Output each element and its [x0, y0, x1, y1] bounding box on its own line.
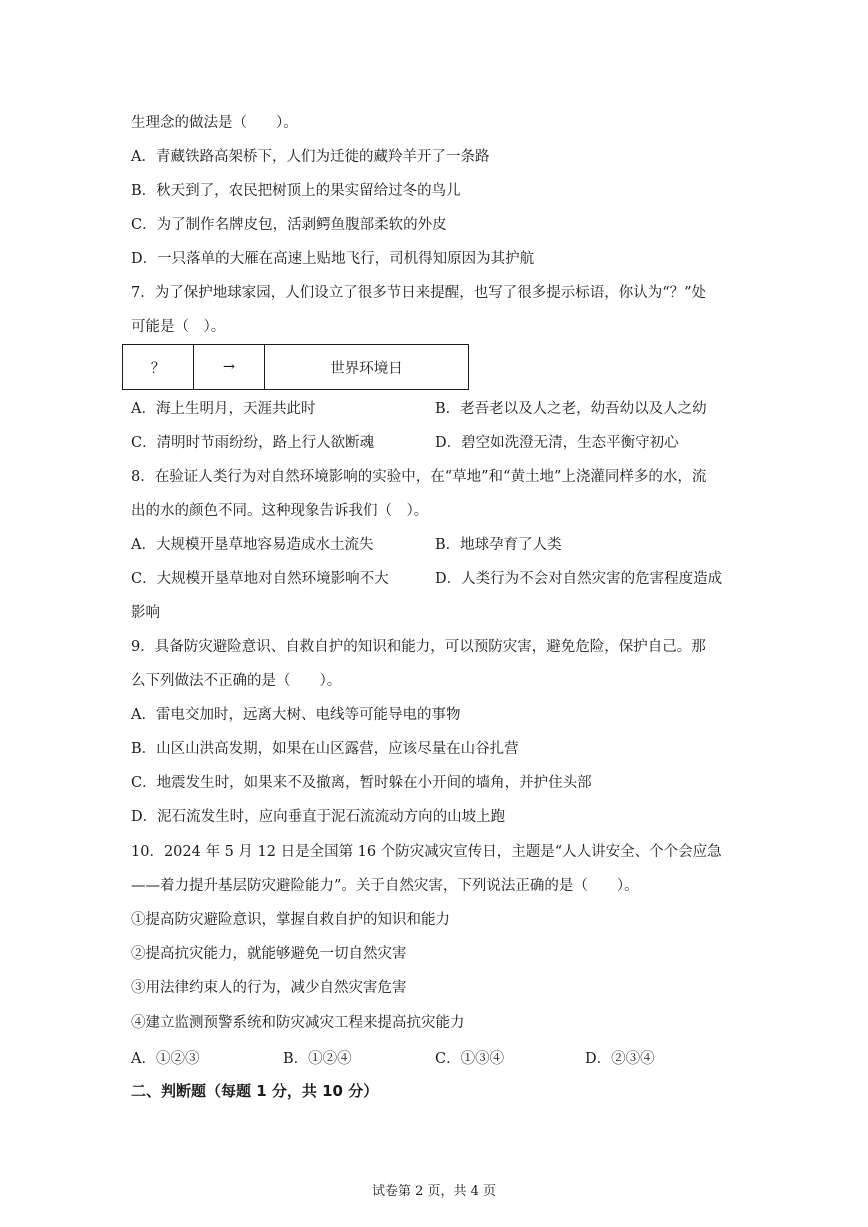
q9-option-b: B．山区山洪高发期，如果在山区露营，应该尽量在山谷扎营 — [131, 741, 519, 757]
q8-option-d-wrap: 影响 — [131, 605, 160, 621]
q8-option-c: C．大规模开垦草地对自然环境影响不大 — [131, 571, 389, 587]
q7-flow-table — [122, 344, 469, 390]
q10-choice-d: D．②③④ — [585, 1051, 655, 1067]
q8-stem-line1: 8．在验证人类行为对自然环境影响的实验中，在“草地”和“黄土地”上浇灌同样多的水，流 — [131, 469, 707, 485]
q6-option-c: C．为了制作名牌皮包，活剥鳄鱼腹部柔软的外皮 — [131, 217, 447, 233]
q6-stem-tail: 生理念的做法是（ ）。 — [131, 115, 298, 131]
q9-option-a: A．雷电交加时，远离大树、电线等可能导电的事物 — [131, 707, 461, 723]
q7-option-d: D．碧空如洗澄无清，生态平衡守初心 — [435, 435, 679, 451]
q7-stem-line1: 7．为了保护地球家园，人们设立了很多节日来提醒，也写了很多提示标语，你认为“？”处 — [131, 285, 707, 301]
q6-option-a: A．青藏铁路高架桥下，人们为迁徙的藏羚羊开了一条路 — [131, 149, 490, 165]
q9-option-c: C．地震发生时，如果来不及撤离，暂时躲在小开间的墙角，并护住头部 — [131, 775, 592, 791]
q10-choice-c: C．①③④ — [435, 1051, 505, 1067]
q6-option-d: D．一只落单的大雁在高速上贴地飞行，司机得知原因为其护航 — [131, 251, 535, 267]
q10-statement-1: ①提高防灾避险意识，掌握自救自护的知识和能力 — [131, 912, 450, 928]
q10-choice-b: B．①②④ — [283, 1051, 352, 1067]
q7-table-cell-answer: 世界环境日 — [265, 345, 469, 390]
q10-stem-line2: ——着力提升基层防灾避险能力”。关于自然灾害，下列说法正确的是（ ）。 — [131, 878, 639, 894]
q8-option-a: A．大规模开垦草地容易造成水土流失 — [131, 537, 374, 553]
q10-statement-3: ③用法律约束人的行为，减少自然灾害危害 — [131, 980, 407, 996]
q8-stem-line2: 出的水的颜色不同。这种现象告诉我们（ ）。 — [131, 503, 429, 519]
q7-option-c: C．清明时节雨纷纷，路上行人欲断魂 — [131, 435, 375, 451]
page-footer: 试卷第 2 页，共 4 页 — [371, 1184, 497, 1199]
q8-option-d: D．人类行为不会对自然灾害的危害程度造成 — [435, 571, 723, 587]
q10-statement-2: ②提高抗灾能力，就能够避免一切自然灾害 — [131, 946, 407, 962]
q6-option-b: B．秋天到了，农民把树顶上的果实留给过冬的鸟儿 — [131, 183, 461, 199]
q9-stem-line1: 9．具备防灾避险意识、自救自护的知识和能力，可以预防灾害，避免危险，保护自己。那 — [131, 639, 706, 655]
section2-heading: 二、判断题（每题 1 分，共 10 分） — [131, 1082, 379, 1100]
q10-choice-a: A．①②③ — [131, 1051, 200, 1067]
q7-option-b: B．老吾老以及人之老，幼吾幼以及人之幼 — [435, 401, 707, 417]
q7-table-cell-arrow: → — [194, 345, 265, 390]
q9-stem-line2: 么下列做法不正确的是（ ）。 — [131, 673, 342, 689]
q9-option-d: D．泥石流发生时，应向垂直于泥石流流动方向的山坡上跑 — [131, 809, 506, 825]
q7-table-cell-question: ？ — [123, 345, 194, 390]
q8-option-b: B．地球孕育了人类 — [435, 537, 562, 553]
q7-option-a: A．海上生明月，天涯共此时 — [131, 401, 316, 417]
q7-stem-line2: 可能是（ ）。 — [131, 319, 226, 335]
q10-stem-line1: 10．2024 年 5 月 12 日是全国第 16 个防灾减灾宣传日，主题是“人人讲安全、个个会应急 — [131, 844, 722, 860]
q10-statement-4: ④建立监测预警系统和防灾减灾工程来提高抗灾能力 — [131, 1015, 465, 1031]
